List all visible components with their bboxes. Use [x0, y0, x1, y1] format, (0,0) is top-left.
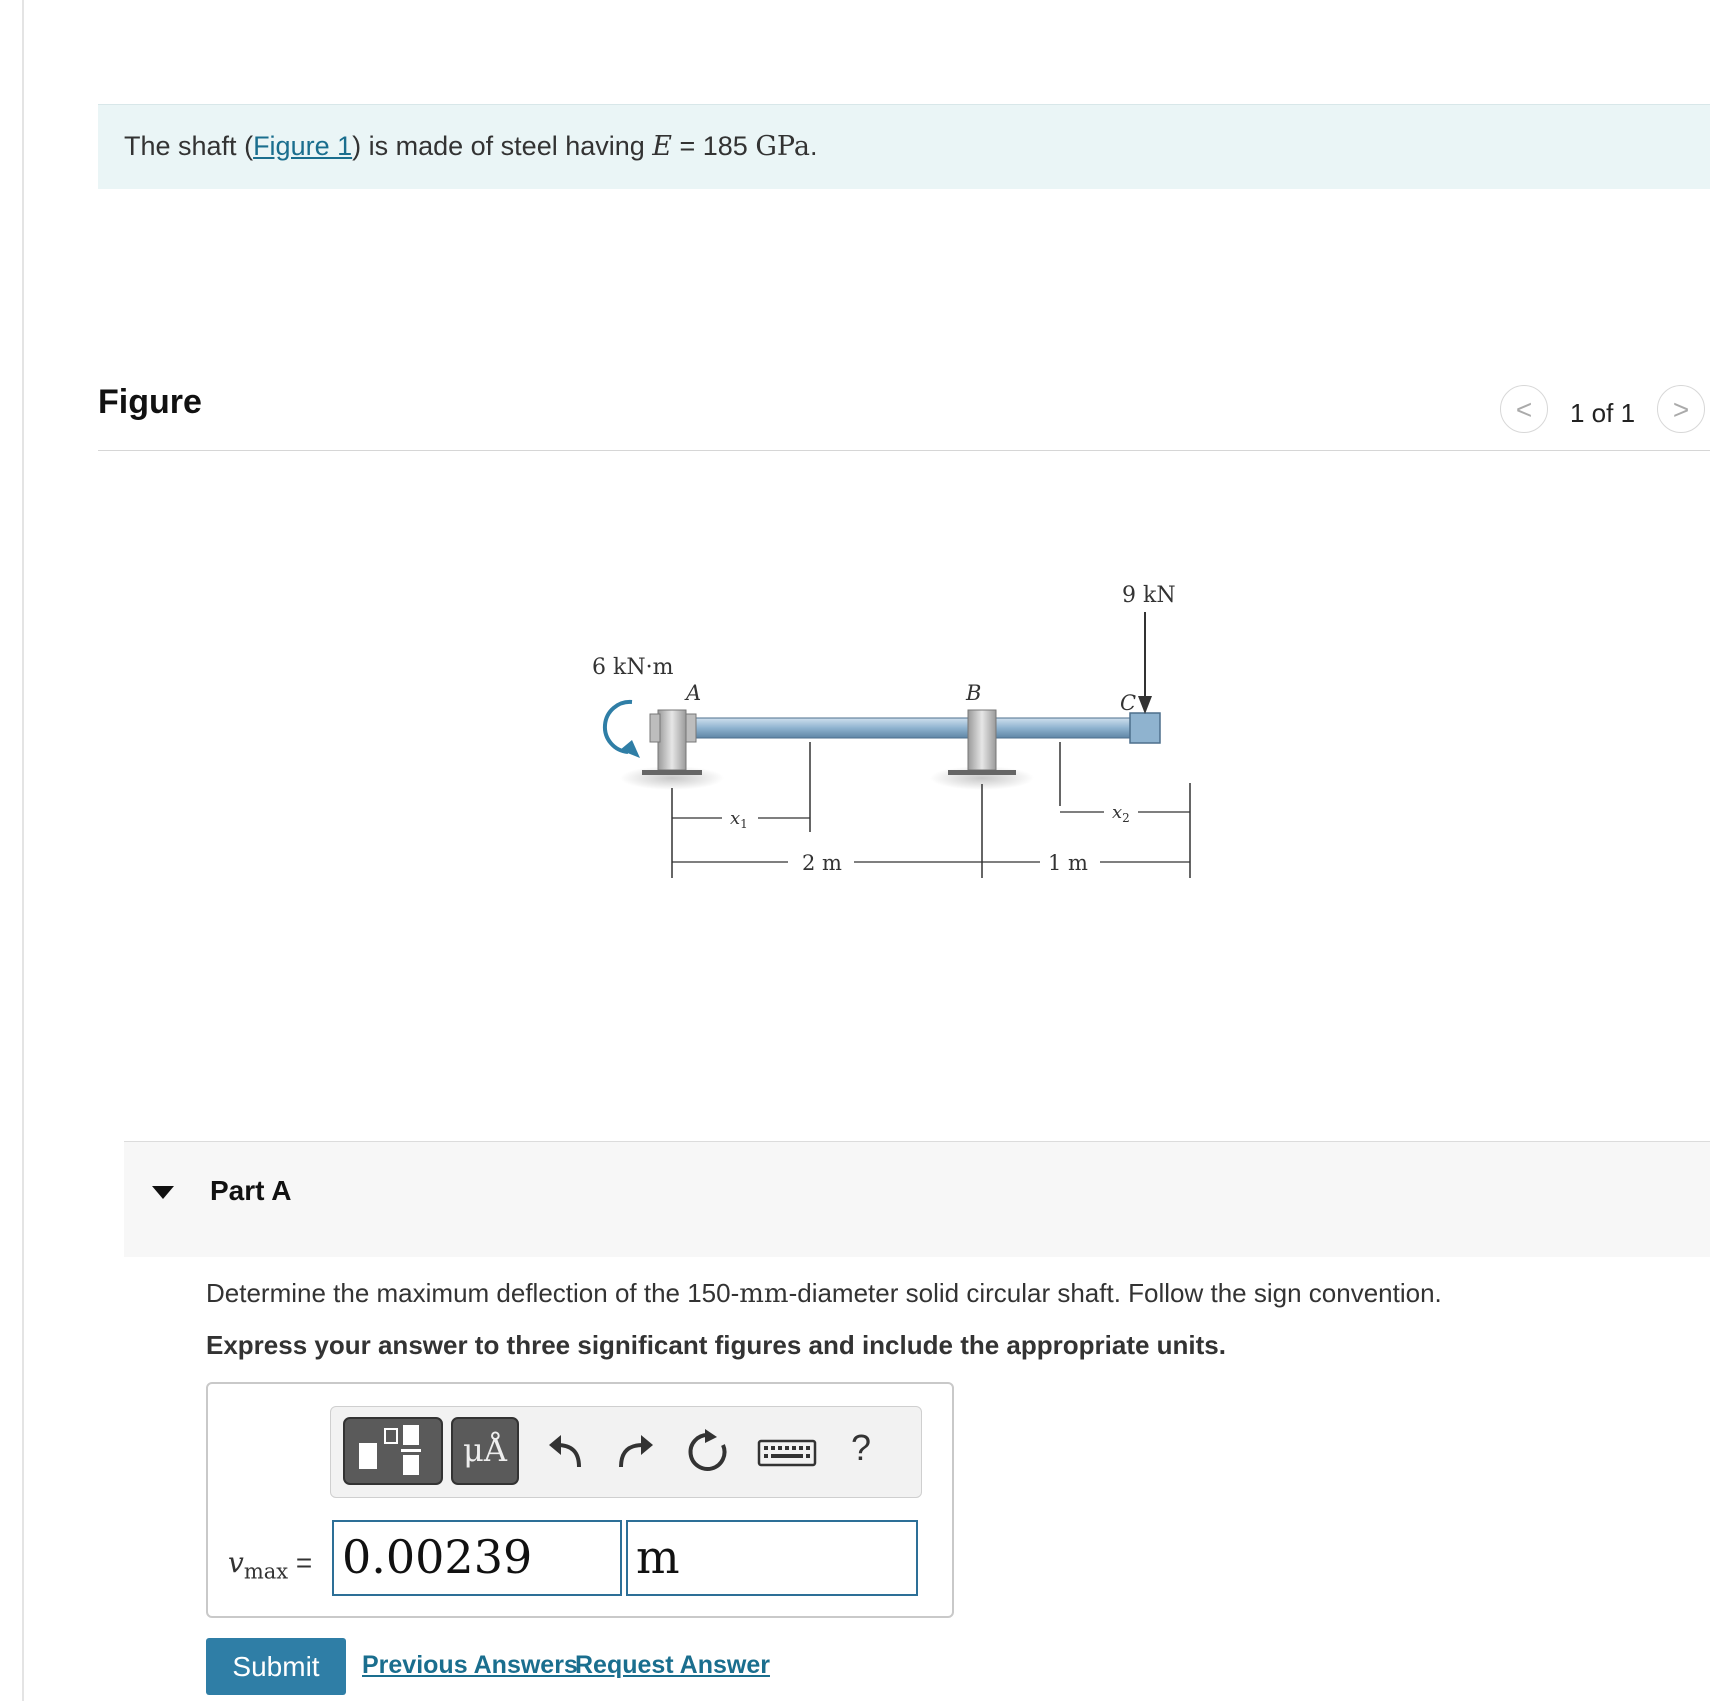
- shaft: [660, 718, 1140, 738]
- base-b: [948, 770, 1016, 775]
- value-input[interactable]: 0.00239: [332, 1520, 622, 1596]
- units-button[interactable]: μÅ: [451, 1417, 519, 1485]
- point-a-label: A: [686, 681, 702, 705]
- base-a: [642, 770, 702, 775]
- dim2-label: 1 m: [1048, 851, 1088, 875]
- shaft-diagram: [570, 580, 1230, 900]
- keyboard-icon[interactable]: [755, 1427, 819, 1477]
- x1-label: $x_1$: [730, 808, 748, 831]
- figure-divider: [98, 450, 1710, 451]
- redo-icon[interactable]: [611, 1427, 661, 1477]
- shaft-end-c: [1130, 713, 1160, 743]
- math-toolbar: [330, 1406, 922, 1498]
- left-border: [22, 0, 24, 1701]
- problem-statement: [98, 104, 1710, 189]
- figure-prev-button[interactable]: [1500, 385, 1548, 433]
- question-text: Determine the maximum deflection of the 150-mm-diameter solid circular shaft. Follow the sign convention.: [206, 1278, 1442, 1309]
- previous-answers-link[interactable]: Previous Answers: [362, 1651, 578, 1679]
- part-a-header[interactable]: [124, 1141, 1710, 1257]
- bearing-a-left: [650, 714, 660, 742]
- unit-input[interactable]: m: [626, 1520, 918, 1596]
- force-arrowhead: [1138, 696, 1152, 714]
- bearing-a-right: [686, 714, 696, 742]
- reset-icon[interactable]: [683, 1427, 733, 1477]
- answer-box: [206, 1382, 954, 1618]
- figure-page-count: 1 of 1: [1570, 398, 1636, 428]
- intro-middle: ) is made of steel having: [352, 131, 653, 161]
- x2-label: $x_2$: [1112, 802, 1130, 825]
- modulus-value: = 185: [672, 131, 756, 161]
- help-button[interactable]: ?: [851, 1427, 872, 1468]
- point-b-label: B: [966, 681, 982, 705]
- support-b: [968, 710, 996, 770]
- moment-label: 6 kN·m: [592, 655, 674, 680]
- templates-button[interactable]: [343, 1417, 443, 1485]
- moment-arrowhead: [620, 740, 640, 758]
- support-a: [658, 710, 686, 770]
- variable-label: $v_{max}$ =: [228, 1546, 313, 1584]
- figure-next-button[interactable]: [1657, 385, 1705, 433]
- chevron-left-icon: <: [1515, 394, 1533, 425]
- templates-icon: [345, 1419, 441, 1483]
- point-c-label: C: [1120, 691, 1137, 715]
- chevron-right-icon: >: [1672, 394, 1690, 425]
- undo-icon[interactable]: [541, 1427, 591, 1477]
- problem-text: [124, 131, 817, 162]
- modulus-symbol: E: [652, 131, 672, 162]
- modulus-unit: GPa: [755, 131, 810, 162]
- request-answer-link[interactable]: Request Answer: [575, 1651, 770, 1679]
- part-title: Part A: [210, 1175, 292, 1206]
- intro-prefix: The shaft (: [124, 131, 254, 161]
- dim1-label: 2 m: [802, 851, 842, 875]
- force-label: 9 kN: [1122, 583, 1176, 608]
- caret-down-icon[interactable]: [152, 1186, 174, 1199]
- figure-link[interactable]: Figure 1: [253, 131, 353, 161]
- answer-instruction: Express your answer to three significant figures and include the appropriate units.: [206, 1330, 1226, 1360]
- figure-title: Figure: [98, 383, 202, 421]
- intro-suffix: .: [809, 131, 818, 161]
- submit-button[interactable]: Submit: [206, 1638, 346, 1695]
